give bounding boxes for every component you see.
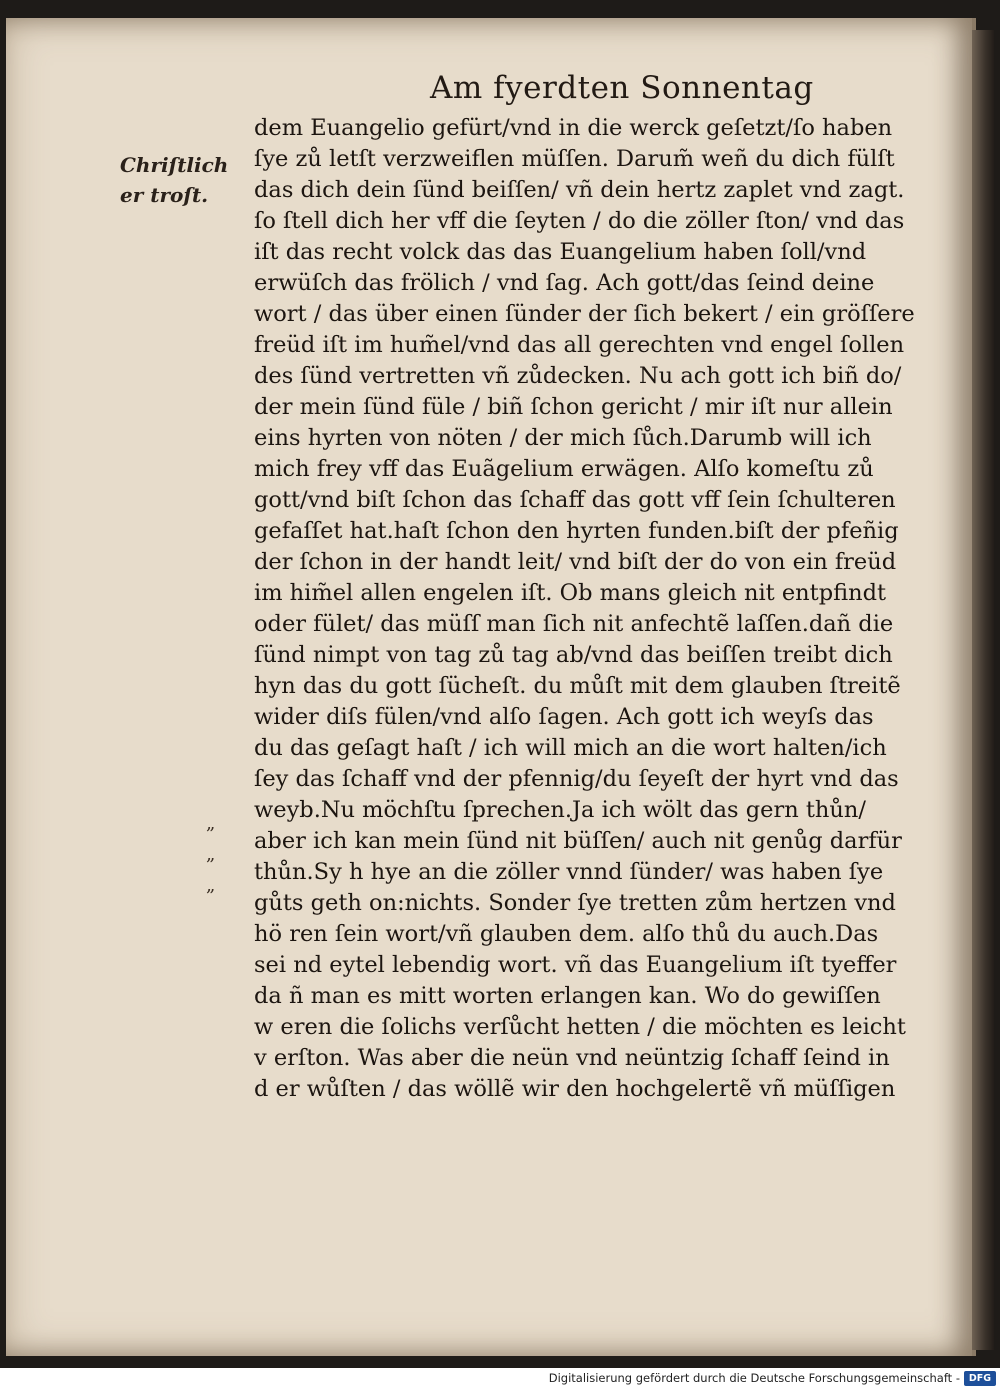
page-edge [972, 30, 994, 1350]
text-line: im him̃el allen engelen iſt. Ob mans gleich nit entpfindt [254, 580, 887, 606]
funding-credit: Digitalisierung gefördert durch die Deutsche Forschungsgemeinschaft - [548, 1371, 960, 1385]
text-line: der ſchon in der handt leit/ vnd biſt der do von ein freüd [254, 549, 897, 575]
footer-bar [0, 1368, 1000, 1390]
text-line: oder fület/ das müſſ man ſich nit anfechtẽ laſſen.dañ die [254, 611, 894, 637]
text-line: sei nd eytel lebendig wort. vñ das Euangelium iſt tyeffer [254, 952, 897, 978]
text-line: gott/vnd biſt ſchon das ſchaff das gott vff ſein ſchulteren [254, 487, 896, 513]
running-header: Am fyerdten Sonnentag [430, 70, 814, 106]
text-line: mich frey vff das Euãgelium erwägen. Alſo komeſtu zů [254, 456, 874, 482]
text-line: thůn.Sy h hye an die zöller vnnd ſünder/ was haben ſye [254, 859, 884, 885]
text-line: hyn das du gott ſücheſt. du můſt mit dem glauben ſtreitẽ [254, 673, 901, 699]
margin-note-line: Chriſtlich [120, 153, 229, 177]
text-line: hö ren ſein wort/vñ glauben dem. alſo thů du auch.Das [254, 921, 879, 947]
text-line: ſye zů letſt verzweiflen müſſen. Darum̃ weñ du dich fülſt [254, 146, 895, 172]
text-line: iſt das recht volck das das Euangelium haben ſoll/vnd [254, 239, 867, 265]
dfg-logo: DFG [964, 1371, 996, 1386]
text-line: eins hyrten von nöten / der mich ſůch.Darumb will ich [254, 425, 872, 451]
text-line: weyb.Nu möchſtu ſprechen.Ja ich wölt das gern thůn/ [254, 797, 866, 823]
text-line: w eren die ſolichs verſůcht hetten / die möchten es leicht [254, 1014, 906, 1040]
text-line: wider diſs fülen/vnd alſo ſagen. Ach gott ich weyſs das [254, 704, 874, 730]
text-line: wort / das über einen ſünder der ſich bekert / ein gröſſere [254, 301, 915, 327]
text-line: du das geſagt haſt / ich will mich an die wort halten/ich [254, 735, 887, 761]
text-line: ſey das ſchaff vnd der pfennig/du ſeyeſt der hyrt vnd das [254, 766, 899, 792]
text-line: ſünd nimpt von tag zů tag ab/vnd das beiſſen treibt dich [254, 642, 893, 668]
text-line: des ſünd vertretten vñ zůdecken. Nu ach gott ich biñ do/ [254, 363, 902, 389]
text-line: v erſton. Was aber die neün vnd neüntzig ſchaff ſeind in [254, 1045, 890, 1071]
text-line: der mein ſünd füle / biñ ſchon gericht / mir iſt nur allein [254, 394, 893, 420]
quote-marks [206, 808, 236, 901]
text-line: aber ich kan mein ſünd nit büſſen/ auch nit genůg darfür [254, 828, 902, 854]
margin-note [120, 150, 240, 210]
quote-mark: „ [206, 844, 216, 865]
text-line: da ñ man es mitt worten erlangen kan. Wo do gewiſſen [254, 983, 881, 1009]
text-line: das dich dein ſünd beiſſen/ vñ dein hertz zaplet vnd zagt. [254, 177, 905, 203]
body-text [254, 113, 954, 1105]
text-line: gefaſſet hat.haſt ſchon den hyrten funden.biſt der pfeñig [254, 518, 899, 544]
text-line: d er wůſten / das wöllẽ wir den hochgelertẽ vñ müſſigen [254, 1076, 896, 1102]
text-line: ſo ſtell dich her vff die ſeyten / do die zöller ſton/ vnd das [254, 208, 905, 234]
text-line: freüd iſt im hum̃el/vnd das all gerechten vnd engel ſollen [254, 332, 905, 358]
text-line: dem Euangelio gefürt/vnd in die werck geſetzt/ſo haben [254, 115, 893, 141]
text-line: erwüſch das frölich / vnd ſag. Ach gott/das ſeind deine [254, 270, 875, 296]
margin-note-line: er troſt. [120, 183, 209, 207]
quote-mark: „ [206, 813, 216, 834]
quote-mark: „ [206, 875, 216, 896]
text-line: gůts geth on:nichts. Sonder ſye tretten zům hertzen vnd [254, 890, 896, 916]
